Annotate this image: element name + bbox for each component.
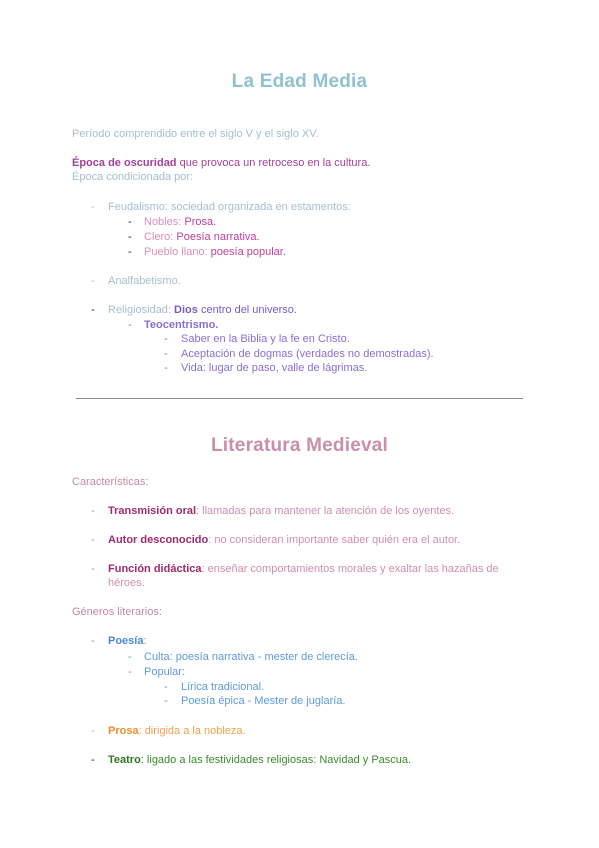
list-dash: - — [91, 563, 95, 575]
oral-bold: Transmisión oral — [108, 505, 197, 517]
religiosidad-bold: Dios — [174, 304, 198, 316]
list-dash: - — [164, 695, 168, 707]
teatro-item — [108, 753, 411, 767]
condicionada-text: Época condicionada por: — [72, 171, 194, 183]
list-dash: - — [128, 666, 132, 678]
feudalismo-item: Feudalismo: sociedad organizada en estamentos: — [108, 201, 351, 213]
oscuridad-bold: Época de oscuridad — [72, 157, 177, 169]
teatro-bold: Teatro — [108, 754, 141, 766]
popular-item: Popular: — [144, 666, 185, 678]
religiosidad-rest: centro del universo. — [197, 304, 297, 316]
prosa-item — [108, 724, 246, 738]
pueblo-value: poesía popular. — [210, 246, 286, 258]
clero-label: Clero: — [144, 231, 177, 243]
funcion-bold: Función didáctica — [108, 563, 202, 575]
autor-item — [108, 533, 460, 547]
list-dash: - — [128, 216, 132, 228]
epica-item: Poesía épica - Mester de juglaría. — [181, 695, 346, 707]
poesia-item — [108, 634, 147, 648]
list-dash: - — [164, 362, 168, 374]
funcion-rest-continuation: héroes. — [108, 577, 145, 589]
list-dash: - — [91, 534, 95, 546]
funcion-rest: : enseñar comportamientos morales y exaltar las hazañas de — [201, 563, 499, 575]
culta-item: Culta: poesía narrativa - mester de clerecía. — [144, 651, 358, 663]
intro-text: Período comprendido entre el siglo V y el siglo XV. — [72, 128, 319, 140]
religiosidad-label: Religiosidad: — [108, 304, 175, 316]
prosa-bold: Prosa — [108, 725, 139, 737]
pueblo-label: Pueblo llano: — [144, 246, 211, 258]
list-dash: - — [128, 651, 132, 663]
teocentrismo-sub-1: Saber en la Biblia y la fe en Cristo. — [181, 333, 350, 345]
teocentrismo-sub-2: Aceptación de dogmas (verdades no demostradas). — [181, 348, 434, 360]
religiosidad-item — [108, 303, 297, 317]
page-title-literatura-medieval: Literatura Medieval — [211, 435, 388, 456]
nobles-value: Prosa. — [184, 216, 217, 228]
analfabetismo-item: Analfabetismo. — [108, 275, 181, 287]
page-title-edad-media: La Edad Media — [231, 71, 368, 92]
generos-heading: Géneros literarios: — [72, 606, 162, 618]
list-dash: - — [164, 681, 168, 693]
oscuridad-line — [72, 156, 370, 170]
clero-value: Poesía narrativa. — [176, 231, 260, 243]
section-divider — [76, 398, 523, 399]
list-dash: - — [91, 725, 95, 737]
poesia-bold: Poesía — [108, 635, 144, 647]
clero-item — [144, 230, 260, 244]
caracteristicas-heading: Características: — [72, 476, 149, 488]
prosa-rest: : dirigida a la nobleza. — [138, 725, 246, 737]
list-dash: - — [128, 246, 132, 258]
poesia-rest: : — [143, 635, 147, 647]
oral-rest: : llamadas para mantener la atención de los oyentes. — [196, 505, 455, 517]
autor-rest: : no consideran importante saber quién era el autor. — [208, 534, 461, 546]
teocentrismo-item: Teocentrismo. — [144, 319, 219, 331]
list-dash: - — [164, 333, 168, 345]
list-dash: - — [128, 231, 132, 243]
list-dash: - — [164, 348, 168, 360]
list-dash: - — [91, 201, 95, 213]
nobles-label: Nobles: — [144, 216, 185, 228]
list-dash: - — [91, 275, 95, 287]
lirica-item: Lírica tradicional. — [181, 681, 265, 693]
funcion-item — [108, 562, 499, 576]
autor-bold: Autor desconocido — [108, 534, 209, 546]
oscuridad-rest: que provoca un retroceso en la cultura. — [176, 157, 371, 169]
list-dash: - — [91, 505, 95, 517]
list-dash: - — [91, 304, 95, 316]
oral-item — [108, 504, 454, 518]
list-dash: - — [91, 754, 95, 766]
list-dash: - — [128, 319, 132, 331]
nobles-item — [144, 215, 216, 229]
pueblo-item — [144, 245, 286, 259]
teatro-rest: : ligado a las festividades religiosas: Navidad y Pascua. — [140, 754, 412, 766]
teocentrismo-sub-3: Vida: lugar de paso, valle de lágrimas. — [181, 362, 368, 374]
list-dash: - — [91, 635, 95, 647]
